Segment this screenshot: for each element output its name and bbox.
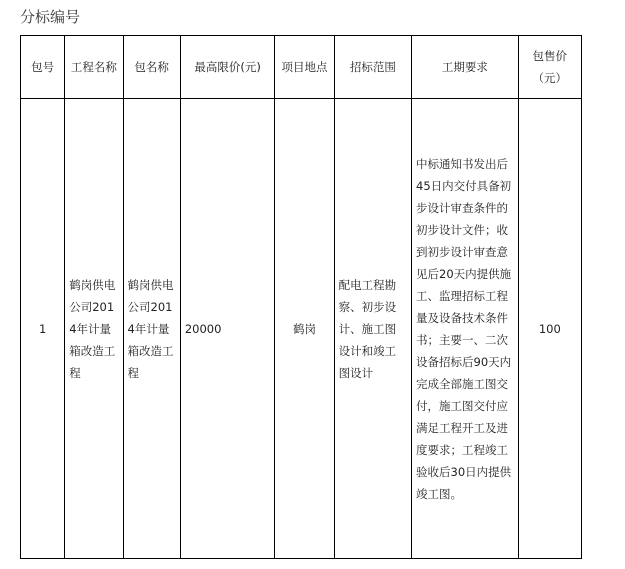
header-sale-price: 包售价（元） (518, 36, 581, 99)
table-header-row (21, 36, 582, 99)
cell-package-name: 鹤岗供电公司2014年计量箱改造工程 (123, 99, 180, 559)
cell-period: 中标通知书发出后45日内交付具备初步设计审查条件的初步设计文件；收到初步设计审查意见后20天内提供施工、监理招标工程量及设备技术条件书；主要一、二次设备招标后90天内完成全部施工图交付，施工图交付应满足工程开工及进度要求；工程竣工验收后30日内提供竣工图。 (412, 99, 519, 559)
cell-sale-price: 100 (518, 99, 581, 559)
cell-location: 鹤岗 (275, 99, 334, 559)
header-project-name: 工程名称 (65, 36, 123, 99)
header-location: 项目地点 (275, 36, 334, 99)
header-package-no: 包号 (21, 36, 65, 99)
cell-scope: 配电工程勘察、初步设计、施工图设计和竣工图设计 (334, 99, 411, 559)
cell-max-price: 20000 (180, 99, 275, 559)
table-row (21, 99, 582, 559)
section-title: 分标编号 (20, 8, 81, 26)
header-package-name: 包名称 (123, 36, 180, 99)
bid-package-table (20, 35, 582, 559)
cell-project-name: 鹤岗供电公司2014年计量箱改造工程 (65, 99, 123, 559)
header-period: 工期要求 (412, 36, 519, 99)
header-scope: 招标范围 (334, 36, 411, 99)
header-max-price: 最高限价(元) (180, 36, 275, 99)
cell-package-no: 1 (21, 99, 65, 559)
